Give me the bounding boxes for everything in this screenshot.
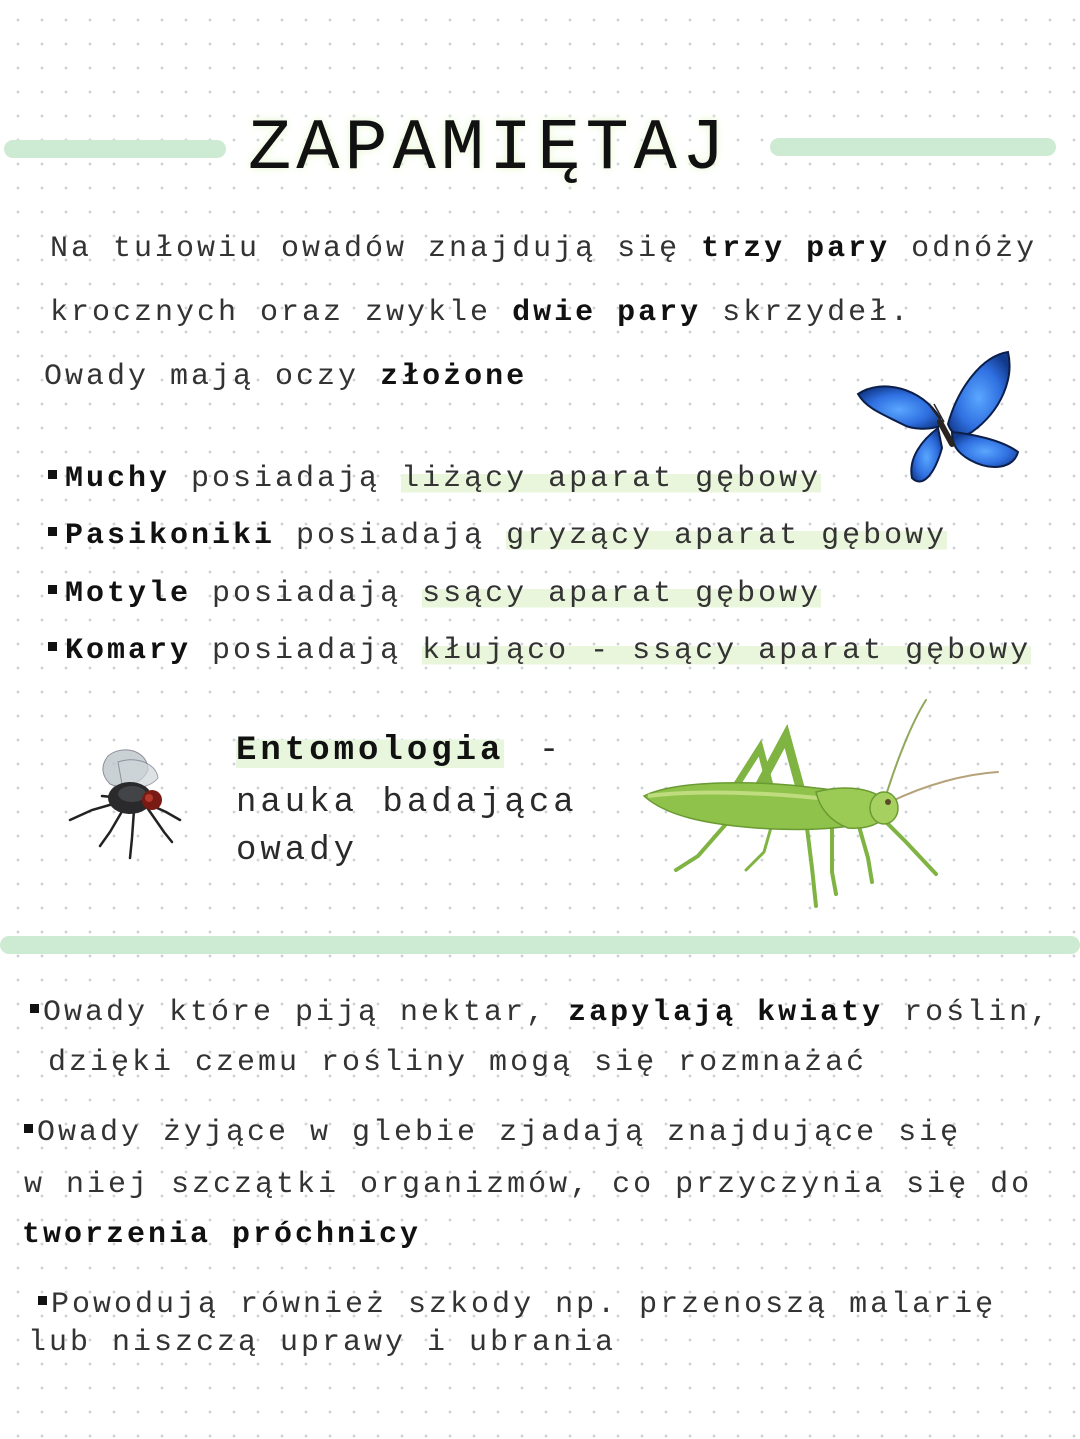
bullet-motyle [48, 577, 821, 611]
fact-3-line-2: lub niszczą uprawy i ubrania [28, 1326, 617, 1360]
bullet-square-icon [48, 585, 57, 594]
intro-text: krocznych oraz zwykle [50, 296, 492, 330]
intro-text: Owady mają oczy [44, 360, 360, 394]
title-right-stroke [770, 138, 1056, 156]
section-divider [0, 936, 1080, 954]
bullet-term: Komary [65, 634, 192, 668]
bullet-term: Muchy [65, 462, 171, 496]
fact-bold: tworzenia próchnicy [22, 1218, 422, 1252]
fact-text: Owady które piją nektar, [43, 996, 548, 1030]
fact-text: Owady żyjące w glebie zjadają znajdujące się [37, 1116, 962, 1150]
bullet-muchy [48, 462, 821, 496]
intro-text: Na tułowiu owadów znajdują się [50, 232, 681, 266]
intro-line-1 [50, 232, 1037, 266]
fact-2-line-1 [24, 1116, 961, 1150]
entomology-dash: - [538, 732, 564, 770]
bullet-square-icon [48, 527, 57, 536]
butterfly-image [852, 348, 1024, 494]
bullet-square-icon [38, 1296, 47, 1305]
bullet-desc: kłująco - ssący aparat gębowy [422, 634, 1032, 668]
entomology-line-1 [236, 732, 563, 770]
bullet-komary [48, 634, 1031, 668]
page-title: ZAPAMIĘTAJ [248, 108, 731, 190]
fact-2-line-3 [22, 1218, 421, 1252]
title-left-stroke [4, 140, 226, 158]
intro-bold: złożone [380, 360, 528, 394]
fact-1-line-2: dzięki czemu rośliny mogą się rozmnażać [48, 1046, 868, 1080]
bullet-pasikoniki [48, 519, 947, 553]
bullet-square-icon [30, 1004, 39, 1013]
fly-image [62, 740, 188, 862]
intro-line-3 [44, 360, 527, 394]
fact-2-line-2: w niej szczątki organizmów, co przyczynia się do [24, 1168, 1033, 1202]
fact-1-line-1 [30, 996, 1051, 1030]
fact-text: Powodują również szkody np. przenoszą malarię [51, 1288, 997, 1322]
intro-bold: dwie pary [512, 296, 702, 330]
fact-text: roślin, [904, 996, 1052, 1030]
bullet-verb: posiadają [212, 634, 402, 668]
bullet-desc: gryzący aparat gębowy [506, 519, 948, 553]
bullet-square-icon [48, 642, 57, 651]
bullet-desc: liżący aparat gębowy [401, 462, 822, 496]
bullet-square-icon [48, 470, 57, 479]
intro-bold: trzy pary [701, 232, 891, 266]
intro-line-2 [50, 296, 911, 330]
intro-text: odnóży [911, 232, 1038, 266]
grasshopper-image [636, 692, 1002, 914]
bullet-verb: posiadają [296, 519, 486, 553]
fact-bold: zapylają kwiaty [568, 996, 884, 1030]
bullet-term: Pasikoniki [65, 519, 276, 553]
intro-text: skrzydeł. [722, 296, 912, 330]
bullet-term: Motyle [65, 577, 192, 611]
entomology-line-2: nauka badająca [236, 784, 578, 822]
bullet-verb: posiadają [212, 577, 402, 611]
entomology-term: Entomologia [236, 732, 505, 770]
bullet-desc: ssący aparat gębowy [422, 577, 822, 611]
bullet-verb: posiadają [191, 462, 381, 496]
entomology-line-3: owady [236, 832, 359, 870]
bullet-square-icon [24, 1124, 33, 1133]
fact-3-line-1 [38, 1288, 996, 1322]
